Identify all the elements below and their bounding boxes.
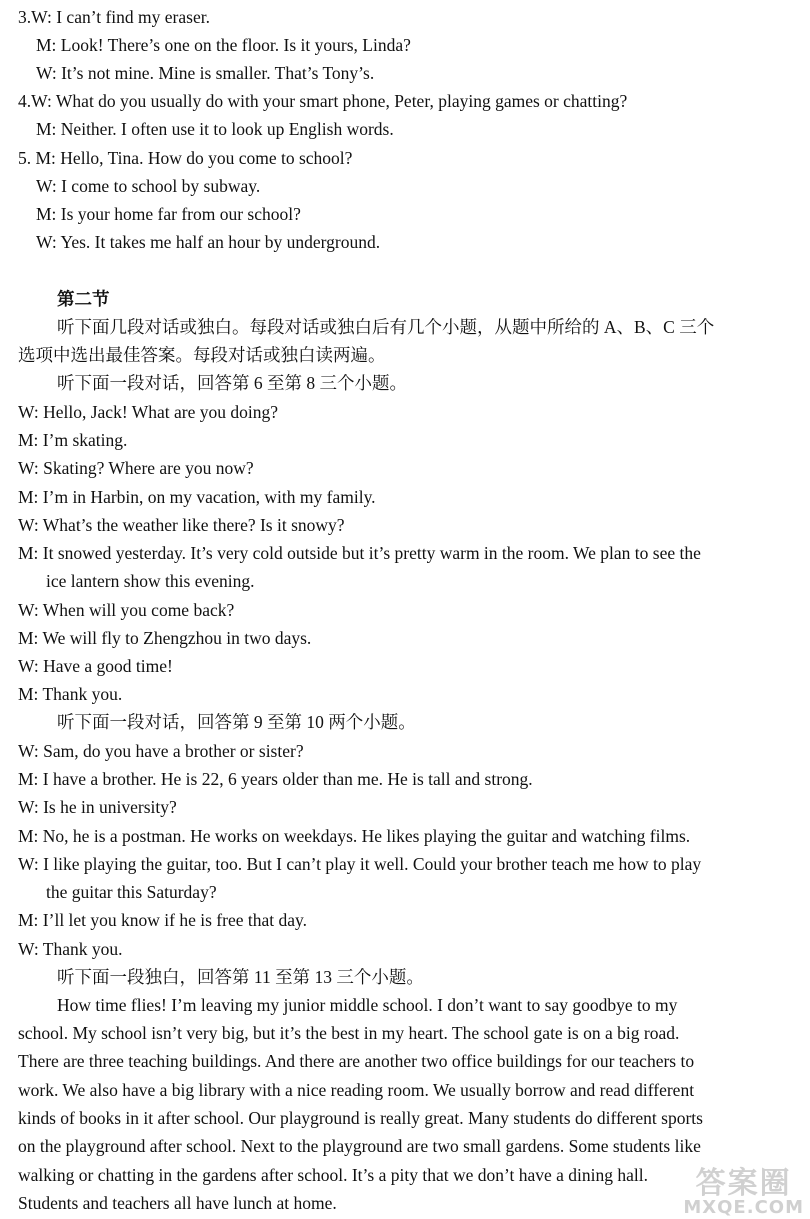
text-line: M: Is your home far from our school? <box>36 204 301 224</box>
text-line: W: Thank you. <box>18 939 123 959</box>
text-line: W: Have a good time! <box>18 656 173 676</box>
text-line: M: I have a brother. He is 22, 6 years older than me. He is tall and strong. <box>18 769 533 789</box>
text-line: M: I’m skating. <box>18 430 128 450</box>
text-line: W: Yes. It takes me half an hour by underground. <box>36 232 381 252</box>
text-line: W: I come to school by subway. <box>36 176 261 196</box>
text-line: 听下面几段对话或独白。每段对话或独白后有几个小题，从题中所给的 A、B、C 三个 <box>57 317 715 337</box>
text-line: W: It’s not mine. Mine is smaller. That’s Tony’s. <box>36 63 375 83</box>
paragraph-line: walking or chatting in the gardens after school. It’s a pity that we don’t have a dining hall. <box>18 1165 648 1185</box>
text-line: M: Look! There’s one on the floor. Is it yours, Linda? <box>36 35 411 55</box>
paragraph-line: How time flies! I’m leaving my junior middle school. I don’t want to say goodbye to my <box>57 995 678 1015</box>
paragraph-line: school. My school isn’t very big, but it’s the best in my heart. The school gate is on a big road. <box>18 1023 680 1043</box>
text-line: W: Hello, Jack! What are you doing? <box>18 402 278 422</box>
text-line: 听下面一段对话，回答第 9 至第 10 两个小题。 <box>57 712 416 732</box>
text-line: W: What’s the weather like there? Is it snowy? <box>18 515 345 535</box>
text-line: 5. M: Hello, Tina. How do you come to school? <box>18 148 353 168</box>
text-line: M: It snowed yesterday. It’s very cold outside but it’s pretty warm in the room. We plan to see the <box>18 543 701 563</box>
text-line: W: I like playing the guitar, too. But I can’t play it well. Could your brother teach me how to play <box>18 854 702 874</box>
text-line: the guitar this Saturday? <box>46 882 217 902</box>
watermark-bottom-text: MXQE.COM <box>683 1197 804 1218</box>
text-line: 3.W: I can’t find my eraser. <box>18 7 210 27</box>
text-line: M: No, he is a postman. He works on weekdays. He likes playing the guitar and watching films. <box>18 826 691 846</box>
section-heading: 第二节 <box>57 289 110 309</box>
watermark-top-text: 答案圈 <box>695 1166 792 1201</box>
text-line: W: Skating? Where are you now? <box>18 458 254 478</box>
text-line: 4.W: What do you usually do with your smart phone, Peter, playing games or chatting? <box>18 91 628 111</box>
watermark-logo <box>683 1166 804 1218</box>
text-line: W: Is he in university? <box>18 797 177 817</box>
text-line: M: I’m in Harbin, on my vacation, with my family. <box>18 487 376 507</box>
paragraph-line: on the playground after school. Next to the playground are two small gardens. Some students like <box>18 1136 701 1156</box>
text-line: M: I’ll let you know if he is free that day. <box>18 910 307 930</box>
text-line: ice lantern show this evening. <box>46 571 255 591</box>
text-line: M: Thank you. <box>18 684 123 704</box>
paragraph-line: work. We also have a big library with a nice reading room. We usually borrow and read different <box>18 1080 695 1100</box>
paragraph-line: Students and teachers all have lunch at home. <box>18 1193 337 1213</box>
text-line: W: When will you come back? <box>18 600 235 620</box>
paragraph-line: There are three teaching buildings. And there are another two office buildings for our teachers to <box>18 1051 695 1071</box>
text-line: 听下面一段独白，回答第 11 至第 13 三个小题。 <box>57 967 424 987</box>
text-line: W: Sam, do you have a brother or sister? <box>18 741 304 761</box>
text-line: 选项中选出最佳答案。每段对话或独白读两遍。 <box>18 345 386 365</box>
paragraph-line: kinds of books in it after school. Our playground is really great. Many students do different sports <box>18 1108 703 1128</box>
text-line: M: We will fly to Zhengzhou in two days. <box>18 628 312 648</box>
text-line: M: Neither. I often use it to look up English words. <box>36 119 394 139</box>
text-line: 听下面一段对话，回答第 6 至第 8 三个小题。 <box>57 373 407 393</box>
